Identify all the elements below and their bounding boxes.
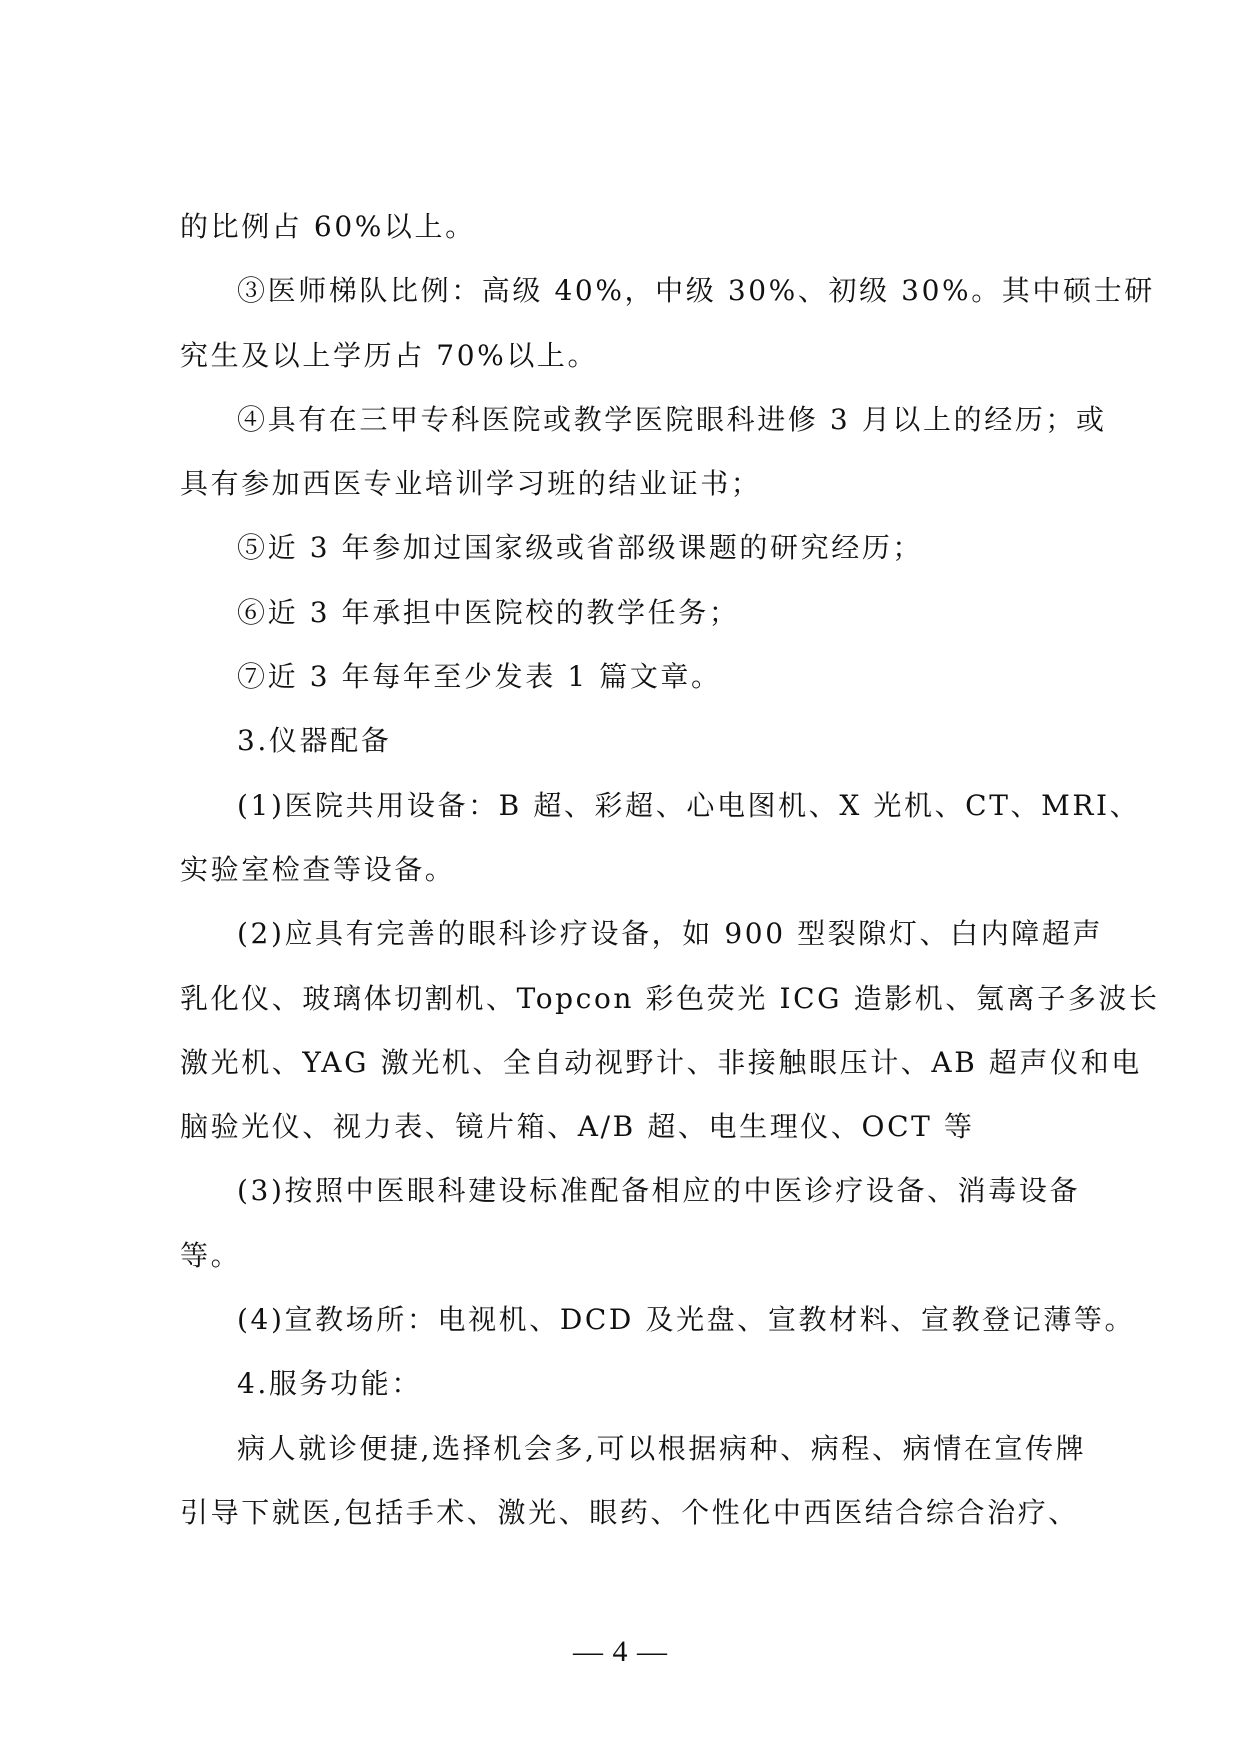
text-line: 3.仪器配备 [237,724,392,758]
text-line: ⑦近 3 年每年至少发表 1 篇文章。 [237,660,722,694]
text-line: ⑤近 3 年参加过国家级或省部级课题的研究经历； [237,531,924,565]
text-line: (4)宣教场所：电视机、DCD 及光盘、宣教材料、宣教登记薄等。 [237,1303,1136,1337]
text-line: 具有参加西医专业培训学习班的结业证书； [180,467,762,501]
text-line: 的比例占 60%以上。 [180,210,476,243]
text-line: 等。 [180,1238,242,1272]
text-line: 4.服务功能： [237,1367,422,1401]
text-line: ③医师梯队比例：高级 40%，中级 30%、初级 30%。其中硕士研 [237,274,1155,308]
text-line: 病人就诊便捷,选择机会多,可以根据病种、病程、病情在宣传牌 [237,1431,1087,1465]
text-line: 究生及以上学历占 70%以上。 [180,338,599,372]
document-body [180,195,1160,1545]
text-line: ④具有在三甲专科医院或教学医院眼科进修 3 月以上的经历；或 [237,402,1107,436]
text-line: 引导下就医,包括手术、激光、眼药、个性化中西医结合综合治疗、 [180,1495,1079,1529]
text-line: (3)按照中医眼科建设标准配备相应的中医诊疗设备、消毒设备 [237,1174,1081,1208]
text-line: 脑验光仪、视力表、镜片箱、A/B 超、电生理仪、OCT 等 [180,1110,975,1144]
page-number: — 4 — [573,1635,668,1668]
text-line: 激光机、YAG 激光机、全自动视野计、非接触眼压计、AB 超声仪和电 [180,1045,1142,1079]
text-line: (2)应具有完善的眼科诊疗设备，如 900 型裂隙灯、白内障超声 [237,917,1104,951]
text-line: (1)医院共用设备：B 超、彩超、心电图机、X 光机、CT、MRI、 [237,788,1141,822]
text-line: ⑥近 3 年承担中医院校的教学任务； [237,595,740,629]
text-line: 乳化仪、玻璃体切割机、Topcon 彩色荧光 ICG 造影机、氪离子多波长 [180,981,1160,1015]
text-line: 实验室检查等设备。 [180,852,456,886]
